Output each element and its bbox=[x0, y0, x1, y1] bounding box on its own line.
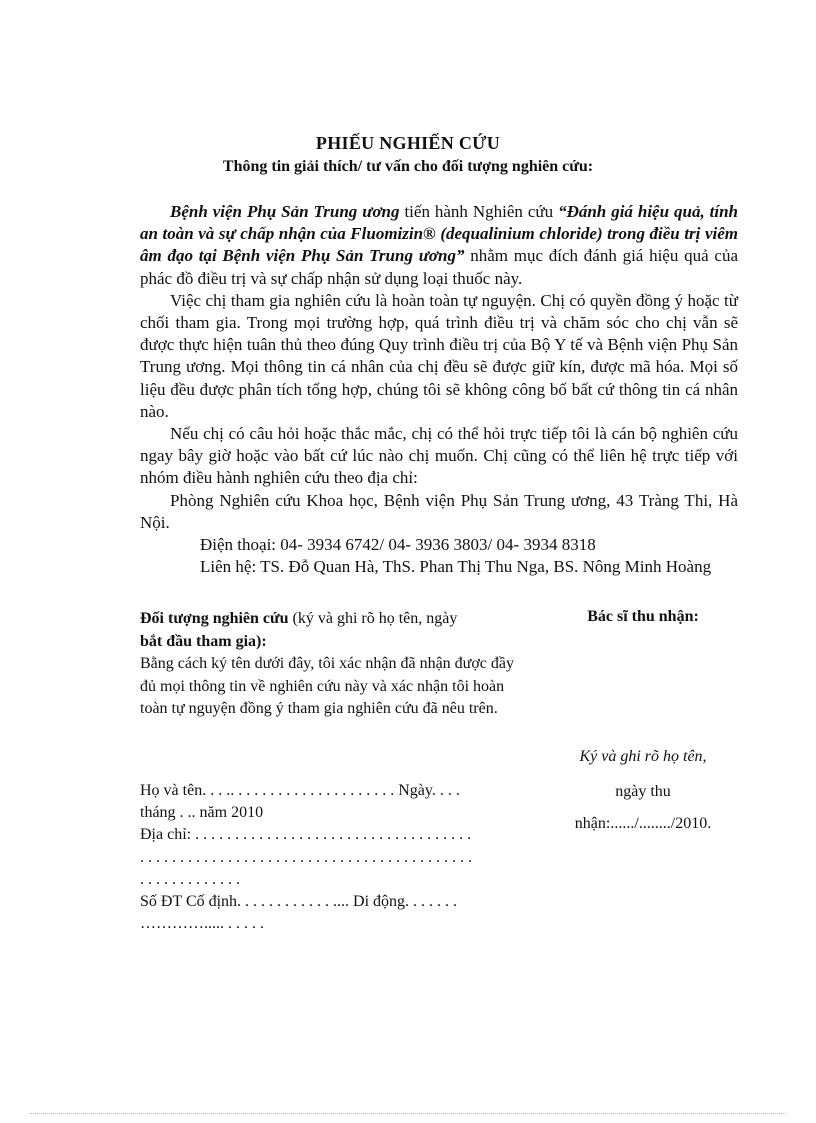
intro-paragraph bbox=[140, 201, 738, 290]
subject-heading-line2: bắt đầu tham gia): bbox=[140, 632, 267, 650]
subject-form bbox=[140, 780, 540, 935]
phone-text: Điện thoại: 04- 3934 6742/ 04- 3936 3803/ 04- 3934 8318 bbox=[200, 535, 596, 555]
intro-mid-text: tiến hành Nghiên cứu bbox=[399, 202, 559, 221]
doctor-date-field[interactable]: nhận:....../......../2010. bbox=[574, 815, 712, 832]
subject-section bbox=[140, 608, 525, 721]
address-text: Phòng Nghiên cứu Khoa học, Bệnh viện Phụ Sản Trung ương, 43 Tràng Thi, Hà Nội. bbox=[140, 490, 738, 532]
doctor-heading: Bác sĩ thu nhận: bbox=[587, 608, 699, 625]
page-bottom-divider bbox=[30, 1113, 786, 1114]
contact-text: Liên hệ: TS. Đỗ Quan Hà, ThS. Phan Thị Thu Nga, BS. Nông Minh Hoàng bbox=[200, 557, 712, 577]
address-field-line-2[interactable]: . . . . . . . . . . . . . . . . . . . . . . . . . . . . . . . . . . . . . . . . . . bbox=[140, 848, 472, 866]
doctor-date-label: ngày thu bbox=[615, 783, 671, 800]
intro-tail-text: nhằm mục đích đánh giá hiệu quả của phác đồ điều trị và sự chấp nhận sử dụng loại thuốc này. bbox=[140, 246, 738, 288]
voluntary-paragraph: Việc chị tham gia nghiên cứu là hoàn toàn tự nguyện. Chị có quyền đồng ý hoặc từ chối tham gia. Trong mọi trường hợp, quá trình điều trị và chăm sóc cho chị vẫn sẽ được thực hiện tuân thủ theo đúng Quy trình điều trị của Bộ Y tế và Bệnh viện Phụ Sản Trung ương. Mọi thông tin cá nhân của chị đều sẽ được giữ kín, được mã hóa. Mọi số liệu đều được phân tích tổng hợp, chúng tôi sẽ không công bố bất cứ thông tin cá nhân nào. bbox=[140, 290, 738, 421]
address-field-line-1[interactable]: Địa chỉ: . . . . . . . . . . . . . . . . . . . . . . . . . . . . . . . . . . . bbox=[140, 826, 472, 844]
hospital-name: Bệnh viện Phụ Sản Trung ương bbox=[170, 202, 400, 221]
name-date-field[interactable]: Họ và tên. . . .. . . . . . . . . . . . . . . . . . . . . Ngày. . . . bbox=[140, 782, 460, 799]
doctor-sign-note: Ký và ghi rõ họ tên, bbox=[579, 748, 707, 765]
phone-field-line-2[interactable]: …………..... . . . . . bbox=[140, 915, 264, 933]
questions-paragraph: Nếu chị có câu hỏi hoặc thắc mắc, chị có thể hỏi trực tiếp tôi là cán bộ nghiên cứu ngay bây giờ hoặc vào bất cứ lúc nào chị muốn. Chị cũng có thể liên hệ trực tiếp với nhóm điều hành nghiên cứu theo địa chỉ: bbox=[140, 424, 738, 488]
explanation-body bbox=[140, 201, 738, 578]
consent-text: Bằng cách ký tên dưới đây, tôi xác nhận đã nhận được đầy đủ mọi thông tin về nghiên cứu này và xác nhận tôi hoàn toàn tự nguyện đồng ý tham gia nghiên cứu đã nêu trên. bbox=[140, 655, 514, 717]
subject-heading-rest: (ký và ghi rõ họ tên, ngày bbox=[288, 610, 458, 627]
page-subtitle: Thông tin giải thích/ tư vấn cho đối tượng nghiên cứu: bbox=[222, 158, 594, 175]
subject-heading bbox=[140, 608, 525, 631]
month-year-field[interactable]: tháng . .. năm 2010 bbox=[140, 804, 264, 822]
subject-heading-bold: Đối tượng nghiên cứu bbox=[140, 610, 289, 627]
phone-field[interactable]: Số ĐT Cố định. . . . . . . . . . . . .... Di động. . . . . . . bbox=[140, 893, 458, 911]
page-title: PHIẾU NGHIẾN CỨU bbox=[315, 133, 501, 153]
address-field-line-3[interactable]: . . . . . . . . . . . . . bbox=[140, 870, 240, 888]
study-title: “Đánh giá hiệu quả, tính an toàn và sự chấp nhận của Fluomizin® (dequalinium chloride) trong điều trị viêm âm đạo tại Bệnh viện Phụ Sản Trung ương” bbox=[140, 202, 738, 266]
doctor-section bbox=[548, 608, 738, 626]
